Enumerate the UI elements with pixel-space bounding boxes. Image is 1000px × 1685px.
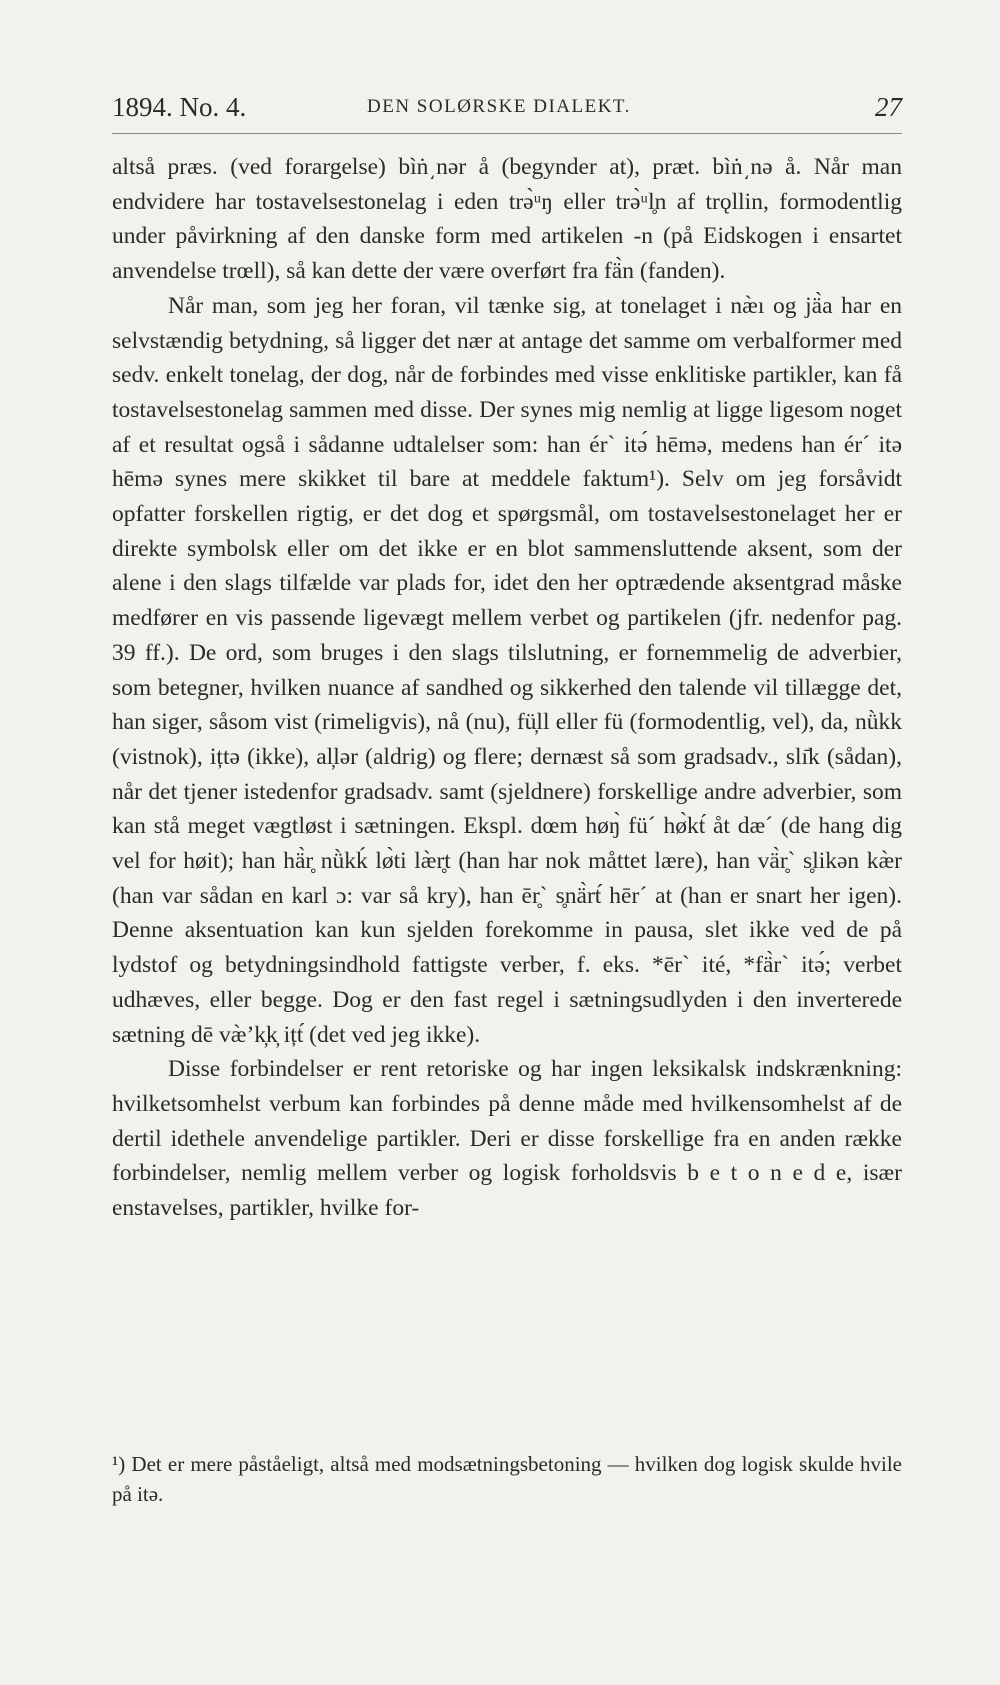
issue-label: 1894. No. 4. [112,92,247,122]
header-rule [112,133,902,134]
footnote [112,1449,902,1509]
paragraph: Når man, som jeg her foran, vil tænke sig, at tonelaget i næ̀ı og jä̀a har en selvstændig betydning, så ligger det nær at antage det samme om verbalformer med sedv. enkelt tonelag, der dog, når de forbindes med visse enklitiske partikler, kan få tostavelsestonelag sammen med disse. Der synes mig nemlig at ligge ligesom noget af et resultat også i sådanne udtalelser som: han ér` itə́ hēmə, medens han ér´ itə hēmə synes mere skikket til bare at meddele faktum¹). Selv om jeg forsåvidt opfatter forskellen rigtig, er det dog et spørgsmål, om tostavelsestonelaget her er direkte symbolsk eller om det ikke er en blot sammensluttende aksent, som der alene i den slags tilfælde var plads for, idet den her optrædende aksentgrad måske medfører en vis passende ligevægt mellem verbet og partikelen (jfr. nedenfor pag. 39 ff.). De ord, som bruges i den slags tilslutning, er fornemmelig de adverbier, som betegner, hvilken nuance af sandhed og sikkerhed den talende vil tillægge det, han siger, såsom vist (rimeligvis), nå (nu), fü̦ll eller fü (formodentlig, vel), da, nǜkk (vistnok), ițtə (ikke), al̦lər (aldrig) og flere; dernæst så som gradsadv., slı̄k (sådan), når det tjener istedenfor gradsadv. samt (sjeldnere) forskellige andre adverbier, som kan stå meget vægtløst i sætningen. Ekspl. dœm høŋ̀ fü´ hø̀kt́ åt dæ´ (de hang dig vel for høit); han hä̀r̥ nǜkḱ lø̀ti læ̀r̥t (han har nok måttet lære), han vä̀r̥` s̥likən kæ̀r (han var sådan en karl ɔ: var så kry), han ēr̥` s̥nä̀rt́ hēr´ at (han er snart her igen). Denne aksentuation kan kun sjelden forekomme in pausa, slet ikke ved de på lydstof og betydningsindhold fattigste verber, f. eks. *ēr` ité, *fä̀r` itə́; verbet udhæves, eller begge. Dog er den fast regel i sætningsudlyden i den inverterede sætning dē væ̀ʼk̦k̦ ițt́ (det ved jeg ikke). [112,292,902,1048]
body-text [112,150,902,1226]
footnote-text: ¹) Det er mere påståeligt, altså med modsætningsbetoning — hvilken dog logisk skulde hvile på itə. [112,1452,902,1506]
running-header [112,92,902,128]
page-number: 27 [875,92,902,122]
running-title: DEN SOLØRSKE DIALEKT. [367,96,631,117]
paragraph: altså præs. (ved forargelse) bìṅ͵nər å (begynder at), præt. bìṅ͵nə å. Når man endvidere har tostavelsestonelag i eden trə̀ᵘŋ eller trə̀ᵘl̥n af trǫllin, formodentlig under påvirkning af den danske form med artikelen -n (på Eidskogen i ensartet anvendelse trœll), så kan dette der være overført fra fä̀n (fanden). [112,154,902,285]
paragraph: Disse forbindelser er rent retoriske og har ingen leksikalsk indskrænkning: hvilketsomhelst verbum kan forbindes på denne måde med hvilkensomhelst af de dertil idethele anvendelige partikler. Deri er disse forskellige fra en anden række forbindelser, nemlig mellem verber og logisk forholdsvis b e t o n e d e, især enstavelses, partikler, hvilke for- [112,1056,902,1222]
